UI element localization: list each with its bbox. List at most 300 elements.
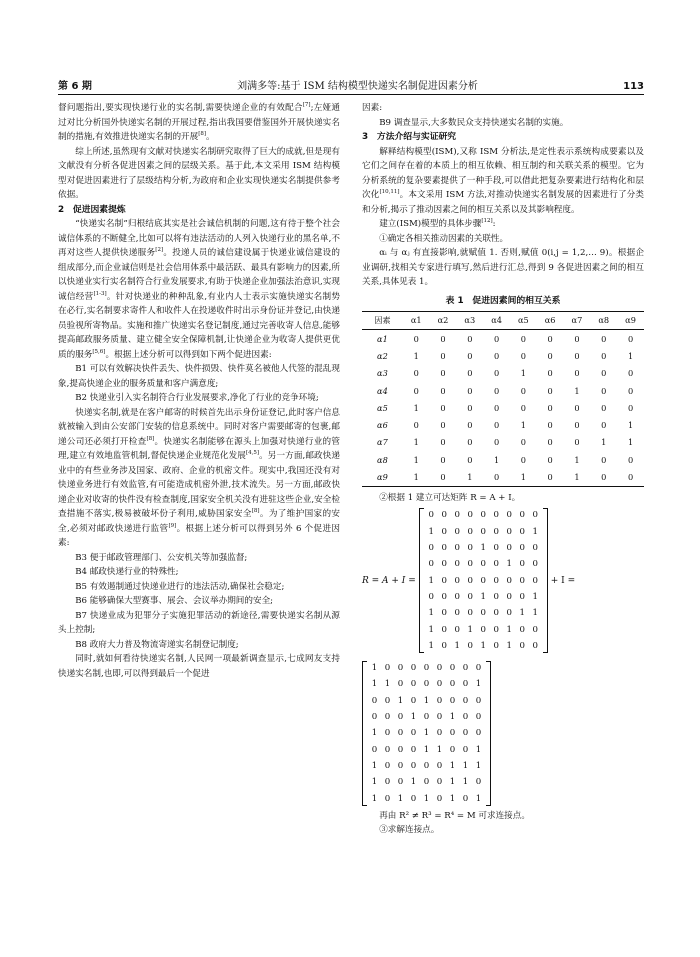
matrix-entry: 0 <box>519 624 525 635</box>
matrix-row <box>368 758 485 774</box>
table-header-cell: α1 <box>410 315 422 326</box>
paragraph-ism-steps: 建立(ISM)模型的具体步骤[12]: <box>379 218 496 229</box>
table-cell: 0 <box>574 420 580 431</box>
table-cell: 0 <box>440 437 446 448</box>
matrix-entry: 1 <box>449 793 456 804</box>
matrix-entry: 0 <box>441 640 447 651</box>
table-cell: 0 <box>440 402 446 413</box>
running-header <box>58 76 644 95</box>
matrix-entry: 0 <box>423 760 430 771</box>
table-row <box>362 399 644 416</box>
table-cell: 0 <box>547 472 553 483</box>
matrix-entry: 0 <box>384 777 391 788</box>
matrix-entry: 1 <box>428 575 434 586</box>
table-cell: 0 <box>413 385 419 396</box>
factor-b7: B7 快递业成为犯罪分子实施犯罪活动的新途径,需要快递实名制从源头上控制; <box>58 610 340 635</box>
matrix-entry: 0 <box>454 559 460 570</box>
matrix-entry: 0 <box>467 543 473 554</box>
table-cell: 1 <box>627 420 634 431</box>
matrix-row <box>425 605 542 621</box>
matrix-entry: 0 <box>506 543 512 554</box>
table-cell: 0 <box>440 472 446 483</box>
matrix-entry: 0 <box>475 777 482 788</box>
matrix-entry: 1 <box>371 663 378 674</box>
matrix-entry: 1 <box>423 793 430 804</box>
table-row <box>362 469 644 487</box>
matrix-entry: 0 <box>519 575 525 586</box>
table-cell: 0 <box>547 368 553 379</box>
section-heading-3: 3 方法介绍与实证研究 <box>362 132 457 142</box>
table-cell: 1 <box>601 437 607 448</box>
matrix-entry: 0 <box>428 559 434 570</box>
matrix-entry: 0 <box>467 575 473 586</box>
matrix-entry: 0 <box>480 526 486 537</box>
matrix-entry: 0 <box>449 728 456 739</box>
matrix-entry: 1 <box>532 591 538 602</box>
table-cell: 0 <box>574 437 580 448</box>
factor-b2: B2 快递业引入实名制符合行业发展要求,净化了行业的竞争环境; <box>75 393 319 403</box>
paragraph-continued-right: 因素: <box>362 103 383 113</box>
matrix-r <box>362 660 491 807</box>
matrix-entry: 0 <box>449 695 456 706</box>
matrix-entry: 1 <box>480 640 486 651</box>
matrix-row <box>425 589 542 605</box>
matrix-a <box>419 507 548 654</box>
matrix-entry: 0 <box>423 663 430 674</box>
table-cell: 0 <box>467 385 473 396</box>
table-header-cell: α3 <box>464 315 476 326</box>
table-cell: 0 <box>601 472 607 483</box>
matrix-entry: 1 <box>397 695 404 706</box>
matrix-entry: 0 <box>410 744 417 755</box>
matrix-entry: 1 <box>454 640 460 651</box>
table-cell: 1 <box>574 472 580 483</box>
matrix-row <box>368 774 485 790</box>
matrix-row <box>425 573 542 589</box>
factor-b9: B9 调查显示,大多数民众支持快递实名制的实施。 <box>379 117 569 128</box>
table-header-row <box>362 312 644 330</box>
matrix-entry: 0 <box>397 679 404 690</box>
table-cell: 1 <box>627 350 634 361</box>
table-cell: 0 <box>520 402 526 413</box>
matrix-entry: 0 <box>449 744 456 755</box>
running-title: 刘满多等:基于 ISM 结构模型快递实名制促进因素分析 <box>237 81 478 92</box>
matrix-entry: 1 <box>475 679 482 690</box>
paragraph-summary: 综上所述,虽然现有文献对快递实名制研究取得了巨大的成就,但是现有文献没有分析各促进因素之间的层级关系。基于此,本文采用 ISM 结构模型对促进因素进行了层级结构分析,为政府和企业实现快递实名制提供参考依据。 <box>58 146 340 200</box>
matrix-entry: 0 <box>441 575 447 586</box>
issue-number: 第 6 期 <box>58 81 92 92</box>
equation-plus-i: + I = <box>550 575 576 586</box>
matrix-entry: 0 <box>480 608 486 619</box>
equation-r <box>362 507 644 654</box>
matrix-entry: 0 <box>467 591 473 602</box>
matrix-entry: 1 <box>384 679 391 690</box>
factor-b6: B6 能够确保大型赛事、展会、会议举办期间的安全; <box>75 596 274 606</box>
matrix-entry: 0 <box>493 640 499 651</box>
table-cell: 0 <box>413 333 419 344</box>
table-row <box>362 348 644 365</box>
matrix-entry: 0 <box>410 679 417 690</box>
table-cell: 0 <box>520 350 526 361</box>
matrix-row <box>368 693 485 709</box>
right-column <box>362 101 644 838</box>
table-cell: 0 <box>520 454 526 465</box>
table-cell: 1 <box>413 454 419 465</box>
matrix-entry: 1 <box>428 624 434 635</box>
table-cell: 0 <box>601 350 607 361</box>
matrix-entry: 0 <box>397 777 404 788</box>
table-cell: 0 <box>601 333 607 344</box>
table-cell: 0 <box>493 350 500 361</box>
paragraph-continued: 督问题指出,要实现快递行业的实名制,需要快递企业的有效配合[7];左娅通过对比分析国外快递实名制的开展过程,指出我国要借鉴国外开展快递实名制的措施,有效推进快递实名制的开展[8]。 <box>58 102 340 142</box>
matrix-entry: 0 <box>519 543 525 554</box>
table-row-label: α5 <box>377 402 388 413</box>
matrix-entry: 0 <box>493 575 499 586</box>
table-caption: 表 1 促进因素间的相互关系 <box>445 295 561 306</box>
matrix-entry: 0 <box>480 510 486 521</box>
matrix-entry: 0 <box>436 663 443 674</box>
table-cell: 0 <box>520 385 526 396</box>
matrix-entry: 0 <box>506 526 512 537</box>
page-number: 113 <box>623 81 644 92</box>
matrix-entry: 1 <box>475 744 482 755</box>
table-cell: 0 <box>520 333 526 344</box>
table-cell: 1 <box>413 350 419 361</box>
table-row-label: α4 <box>377 385 388 396</box>
matrix-entry: 0 <box>449 663 456 674</box>
matrix-entry: 0 <box>454 575 460 586</box>
matrix-entry: 1 <box>397 793 404 804</box>
table-header-cell: α2 <box>437 315 449 326</box>
table-row-label: α1 <box>377 333 388 344</box>
table-cell: 0 <box>440 420 446 431</box>
table-cell: 1 <box>520 420 526 431</box>
matrix-entry: 1 <box>532 608 538 619</box>
matrix-entry: 0 <box>462 663 469 674</box>
matrix-entry: 0 <box>371 712 378 723</box>
matrix-entry: 1 <box>506 559 512 570</box>
matrix-entry: 0 <box>428 543 434 554</box>
matrix-entry: 0 <box>428 591 434 602</box>
matrix-entry: 0 <box>410 793 417 804</box>
table-row-label: α6 <box>377 420 388 431</box>
step-2: ②根据 1 建立可达矩阵 R = A + I。 <box>379 492 521 503</box>
matrix-entry: 0 <box>467 640 473 651</box>
table-cell: 0 <box>627 368 634 379</box>
matrix-entry: 0 <box>436 712 443 723</box>
matrix-entry: 1 <box>462 760 469 771</box>
table-cell: 0 <box>627 402 634 413</box>
matrix-entry: 0 <box>475 728 482 739</box>
matrix-entry: 0 <box>410 728 417 739</box>
factor-b5: B5 有效遏制通过快递业进行的违法活动,确保社会稳定; <box>75 581 285 592</box>
matrix-entry: 0 <box>467 608 473 619</box>
matrix-entry: 0 <box>532 543 538 554</box>
equation-r-result <box>362 660 644 807</box>
relation-table <box>362 311 644 487</box>
matrix-entry: 0 <box>397 744 404 755</box>
matrix-entry: 1 <box>462 777 469 788</box>
matrix-entry: 0 <box>462 695 469 706</box>
paragraph-powers: 再由 R² ≠ R³ = R⁴ = M 可求连接点。 <box>379 810 530 821</box>
matrix-entry: 0 <box>462 712 469 723</box>
table-cell: 0 <box>601 402 607 413</box>
matrix-entry: 0 <box>371 695 378 706</box>
matrix-entry: 0 <box>532 575 538 586</box>
matrix-entry: 1 <box>428 608 434 619</box>
matrix-entry: 1 <box>506 624 512 635</box>
matrix-entry: 0 <box>397 663 404 674</box>
table-header-cell: α8 <box>598 315 610 326</box>
matrix-entry: 0 <box>441 543 447 554</box>
table-cell: 0 <box>493 472 500 483</box>
matrix-entry: 0 <box>475 663 482 674</box>
matrix-entry: 0 <box>532 559 538 570</box>
matrix-entry: 0 <box>480 575 486 586</box>
matrix-entry: 1 <box>436 744 443 755</box>
table-header-cell: α9 <box>625 315 636 326</box>
matrix-entry: 1 <box>475 760 482 771</box>
matrix-entry: 0 <box>384 744 391 755</box>
table-cell: 1 <box>520 368 526 379</box>
table-cell: 0 <box>547 437 553 448</box>
left-column <box>58 101 340 681</box>
matrix-entry: 0 <box>480 624 486 635</box>
matrix-entry: 0 <box>384 793 391 804</box>
matrix-row <box>425 524 542 540</box>
table-cell: 0 <box>547 385 553 396</box>
matrix-entry: 0 <box>428 510 434 521</box>
matrix-entry: 1 <box>506 640 512 651</box>
matrix-row <box>425 556 542 572</box>
table-cell: 1 <box>627 437 634 448</box>
table-cell: 0 <box>574 368 580 379</box>
matrix-entry: 0 <box>475 695 482 706</box>
paragraph-factors-1: “快递实名制”归根结底其实是社会诚信机制的问题,这有待于整个社会诚信体系的不断健全,比如可以将有违法活动的人列入快递行业的黑名单,不再对这些人提供快递服务[2]。投递人员的诚信建设属于快递业诚信建设的组成部分,而企业诚信则是社会信用体系中最活跃、最具有影响力的因素,所以快递业实行实名制符合行业发展要求,有助于快递企业加强法治意识,实现诚信经营[1-3]。针对快递业的种种乱象,有业内人士表示实施快递实名制势在必行,实名制要求寄件人和收件人在投递收件时出示身份证并登记,由快递员验视所寄物品。实施和推广快递实名登记制度,通过完善收寄人信息,能够提高邮政服务质量、建立健全安全保障机制,让快递企业为收寄人提供更优质的服务[5,6]。根据上述分析可以得到如下两个促进因素: <box>58 219 340 360</box>
table-cell: 0 <box>493 437 500 448</box>
matrix-entry: 0 <box>493 624 499 635</box>
matrix-entry: 0 <box>423 777 430 788</box>
matrix-entry: 0 <box>506 575 512 586</box>
matrix-entry: 0 <box>462 744 469 755</box>
table-cell: 1 <box>574 454 580 465</box>
matrix-entry: 0 <box>397 712 404 723</box>
matrix-entry: 0 <box>441 591 447 602</box>
factor-b4: B4 邮政快递行业的特殊性; <box>75 567 179 577</box>
table-header-cell: α7 <box>571 315 583 326</box>
matrix-entry: 1 <box>428 526 434 537</box>
matrix-entry: 1 <box>371 777 378 788</box>
table-row <box>362 382 644 399</box>
matrix-entry: 0 <box>436 760 443 771</box>
table-cell: 0 <box>574 333 580 344</box>
matrix-entry: 0 <box>493 526 499 537</box>
table-cell: 0 <box>547 420 553 431</box>
matrix-entry: 0 <box>519 526 525 537</box>
matrix-entry: 0 <box>532 510 538 521</box>
matrix-entry: 1 <box>423 695 430 706</box>
matrix-entry: 0 <box>454 526 460 537</box>
matrix-entry: 0 <box>493 543 499 554</box>
matrix-entry: 0 <box>454 591 460 602</box>
table-cell: 0 <box>627 385 634 396</box>
matrix-entry: 1 <box>480 543 486 554</box>
table-cell: 0 <box>467 350 473 361</box>
table-cell: 0 <box>413 368 419 379</box>
matrix-entry: 0 <box>436 679 443 690</box>
matrix-entry: 0 <box>454 510 460 521</box>
matrix-entry: 1 <box>371 760 378 771</box>
table-cell: 0 <box>601 385 607 396</box>
table-cell: 0 <box>467 333 473 344</box>
matrix-entry: 1 <box>423 728 430 739</box>
matrix-entry: 1 <box>449 760 456 771</box>
table-cell: 0 <box>493 420 500 431</box>
factor-b3: B3 便于邮政管理部门、公安机关等加强监督; <box>75 552 248 563</box>
table-row-label: α9 <box>377 472 388 483</box>
table-cell: 0 <box>493 402 500 413</box>
step-3: ③求解连接点。 <box>379 825 440 836</box>
matrix-entry: 1 <box>371 793 378 804</box>
table-row <box>362 434 644 451</box>
table-cell: 0 <box>547 402 553 413</box>
table-row <box>362 365 644 382</box>
table-cell: 0 <box>467 368 473 379</box>
table-cell: 0 <box>574 402 580 413</box>
matrix-row <box>425 638 542 654</box>
matrix-entry: 0 <box>441 608 447 619</box>
matrix-entry: 1 <box>449 712 456 723</box>
matrix-row <box>368 791 485 807</box>
table-row <box>362 451 644 468</box>
table-cell: 0 <box>440 333 446 344</box>
table-cell: 0 <box>574 350 580 361</box>
matrix-entry: 0 <box>441 559 447 570</box>
matrix-entry: 0 <box>410 695 417 706</box>
table-cell: 0 <box>413 420 419 431</box>
table-cell: 0 <box>440 368 446 379</box>
table-cell: 1 <box>413 472 419 483</box>
matrix-row <box>368 725 485 741</box>
table-cell: 1 <box>574 385 580 396</box>
table-header-cell: α5 <box>517 315 529 326</box>
matrix-entry: 0 <box>436 728 443 739</box>
matrix-entry: 0 <box>454 608 460 619</box>
table-cell: 0 <box>493 368 500 379</box>
matrix-entry: 0 <box>462 679 469 690</box>
matrix-entry: 0 <box>493 559 499 570</box>
table-cell: 0 <box>520 437 526 448</box>
matrix-entry: 0 <box>384 728 391 739</box>
matrix-entry: 0 <box>436 695 443 706</box>
table-cell: 1 <box>413 437 419 448</box>
paragraph-ism-intro: 解释结构模型(ISM),又称 ISM 分析法,是定性表示系统构成要素以及它们之间存在着的本质上的相互依赖、相互制约和关联关系的模型。它为分析系统的复杂要素提供了一种手段,可以借此把复杂要素进行结构化和层次化[10,11]。本文采用 ISM 方法,对推动快递实名制发展的因素进行了分类和分析,揭示了推动因素之间的相互关系以及其影响程度。 <box>362 146 644 215</box>
matrix-entry: 0 <box>449 679 456 690</box>
matrix-entry: 0 <box>371 744 378 755</box>
table-row-label: α8 <box>377 454 388 465</box>
paragraph-assignment: αᵢ 与 αⱼ 有直接影响,就赋值 1. 否则,赋值 0(i,j = 1,2,… 9)。根据企业调研,找相关专家进行填写,然后进行汇总,得到 9 各促进因素之间的相互关系,具体见表 1。 <box>362 248 644 287</box>
matrix-entry: 0 <box>493 591 499 602</box>
table-row-label: α3 <box>377 368 388 379</box>
table-cell: 0 <box>467 402 473 413</box>
matrix-entry: 0 <box>462 728 469 739</box>
matrix-entry: 0 <box>423 712 430 723</box>
matrix-entry: 0 <box>519 591 525 602</box>
matrix-entry: 0 <box>410 663 417 674</box>
matrix-entry: 0 <box>480 559 486 570</box>
table-cell: 1 <box>520 472 526 483</box>
matrix-entry: 0 <box>532 640 538 651</box>
table-cell: 0 <box>627 333 634 344</box>
table-cell: 0 <box>627 472 634 483</box>
table-body <box>362 330 644 487</box>
matrix-row <box>368 709 485 725</box>
table-cell: 0 <box>493 333 500 344</box>
paragraph-factors-2: 快递实名制,就是在客户邮寄的时候首先出示身份证登记,此时客户信息就被输入到由公安部门安装的信息系统中。同时对客户需要邮寄的包裹,邮递公司还必须打开检查[8]。快递实名制能够在源头上加强对快递行业的管理,建立有效地监管机制,督促快递企业规范化发展[4,5]。另一方面,邮政快递业中的有些业务涉及国家、政府、企业的机密文件。现实中,我国还没有对快递业务进行有效监管,有可能造成机密外泄,技术流失。另一方面,邮政快递企业对收寄的快件没有检查制度,国家安全机关没有进驻这些企业,安全检查措施不落实,极易被破坏份子利用,威胁国家安全[8]。为了维护国家的安全,必须对邮政快递进行监管[9]。根据上述分析可以得到另外 6 个促进因素: <box>58 407 340 548</box>
matrix-entry: 0 <box>410 760 417 771</box>
matrix-entry: 0 <box>506 591 512 602</box>
matrix-entry: 0 <box>519 510 525 521</box>
matrix-entry: 0 <box>397 760 404 771</box>
matrix-entry: 1 <box>467 624 473 635</box>
matrix-entry: 0 <box>423 679 430 690</box>
table-cell: 0 <box>601 454 607 465</box>
matrix-entry: 0 <box>467 526 473 537</box>
matrix-entry: 0 <box>454 624 460 635</box>
section-heading-2: 2 促进因素提炼 <box>58 204 126 215</box>
matrix-row <box>425 507 542 523</box>
matrix-entry: 0 <box>519 640 525 651</box>
table-cell: 0 <box>440 350 446 361</box>
matrix-entry: 1 <box>428 640 434 651</box>
factor-b1: B1 可以有效解决快件丢失、快件损毁、快件莫名被他人代签的混乱现象,提高快递企业的服务质量和客户满意度; <box>58 364 340 389</box>
table-row-label: α2 <box>377 350 388 361</box>
matrix-entry: 1 <box>423 744 430 755</box>
table-cell: 0 <box>467 437 473 448</box>
matrix-entry: 1 <box>449 777 456 788</box>
matrix-entry: 0 <box>519 559 525 570</box>
matrix-entry: 0 <box>384 663 391 674</box>
matrix-entry: 0 <box>462 793 469 804</box>
table-header-cell: α4 <box>491 315 502 326</box>
matrix-entry: 0 <box>467 510 473 521</box>
matrix-row <box>368 660 485 676</box>
paragraph-survey: 同时,就如何看待快递实名制,人民网一项最新调查显示,七成网友支持快递实名制,也即,可以得到最后一个促进 <box>58 654 340 679</box>
matrix-entry: 0 <box>441 510 447 521</box>
table-header-cell: α6 <box>544 315 556 326</box>
table-cell: 0 <box>601 420 607 431</box>
matrix-entry: 0 <box>506 510 512 521</box>
table-header-cell: 因素 <box>374 315 391 326</box>
table-cell: 0 <box>601 368 607 379</box>
matrix-entry: 0 <box>436 793 443 804</box>
matrix-entry: 0 <box>384 712 391 723</box>
factor-b8: B8 政府大力普及物流寄递实名制登记制度; <box>75 639 239 650</box>
matrix-entry: 1 <box>480 591 486 602</box>
table-cell: 0 <box>440 385 446 396</box>
matrix-entry: 0 <box>506 608 512 619</box>
matrix-row <box>368 742 485 758</box>
table-cell: 0 <box>547 454 553 465</box>
table-row <box>362 330 644 348</box>
matrix-entry: 0 <box>384 760 391 771</box>
table-cell: 0 <box>547 350 553 361</box>
matrix-entry: 1 <box>519 608 525 619</box>
matrix-entry: 0 <box>493 608 499 619</box>
matrix-entry: 0 <box>384 695 391 706</box>
matrix-row <box>425 622 542 638</box>
matrix-row <box>425 540 542 556</box>
